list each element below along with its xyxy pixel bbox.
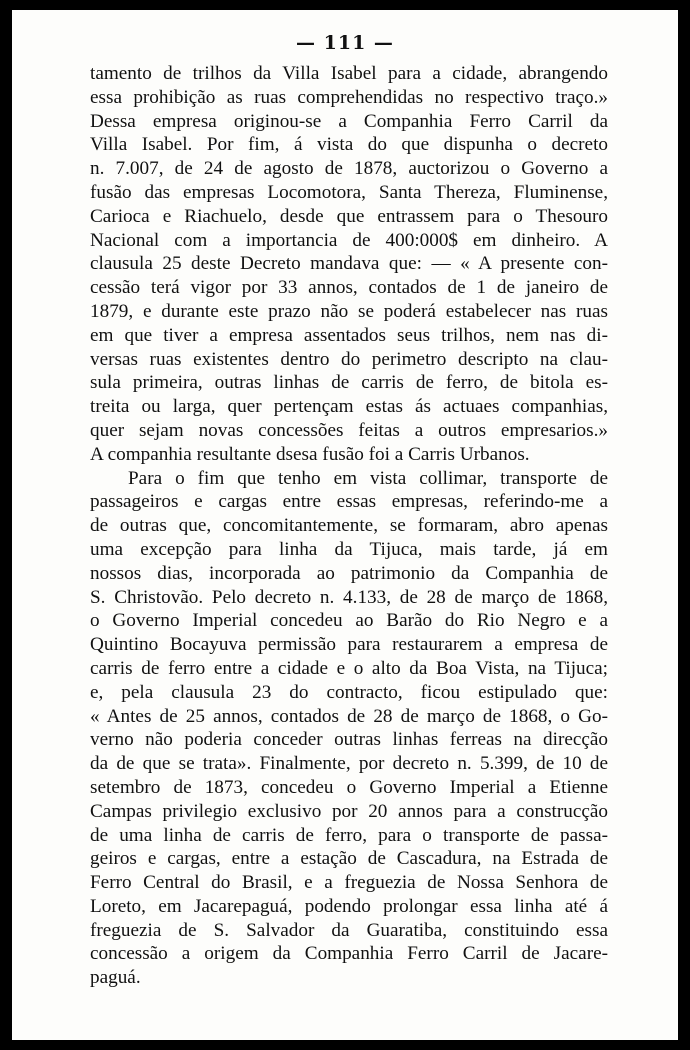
text-line: verno não poderia conceder outras linhas ferreas na direcção: [90, 729, 608, 751]
text-line: Dessa empresa originou-se a Companhia Ferro Carril da: [90, 110, 608, 132]
text-line: essa prohibição as ruas comprehendidas no respectivo traço.»: [90, 86, 608, 108]
text-line: Para o fim que tenho em vista collimar, transporte de: [128, 467, 608, 489]
text-line: Quintino Bocayuva permissão para restaurarem a empresa de: [90, 634, 608, 656]
text-line: Carioca e Riachuelo, desde que entrassem para o Thesouro: [90, 205, 608, 227]
text-line: cessão terá vigor por 33 annos, contados de 1 de janeiro de: [90, 277, 608, 299]
text-line: em que tiver a empresa assentados seus trilhos, nem nas di-: [90, 324, 608, 346]
text-line: de outras que, concomitantemente, se formaram, abro apenas: [90, 515, 608, 537]
body-text: [90, 62, 608, 990]
text-line: geiros e cargas, entre a estação de Cascadura, na Estrada de: [90, 848, 608, 870]
text-line: 1879, e durante este prazo não se poderá estabelecer nas ruas: [90, 300, 608, 322]
text-line: da de que se trata». Finalmente, por decreto n. 5.399, de 10 de: [90, 753, 608, 775]
text-line: uma excepção para linha da Tijuca, mais tarde, já em: [90, 538, 608, 560]
text-line: passageiros e cargas entre essas empresas, referindo-me a: [90, 491, 608, 513]
book-page: [12, 10, 678, 1040]
text-line: o Governo Imperial concedeu ao Barão do Rio Negro e a: [90, 610, 608, 632]
text-line: S. Christovão. Pelo decreto n. 4.133, de 28 de março de 1868,: [90, 586, 608, 608]
text-line: paguá.: [90, 967, 141, 989]
text-line: carris de ferro entre a cidade e o alto da Boa Vista, na Tijuca;: [90, 657, 608, 679]
text-line: sula primeira, outras linhas de carris de ferro, de bitola es-: [90, 372, 608, 394]
text-line: setembro de 1873, concedeu o Governo Imperial a Etienne: [90, 776, 608, 798]
text-line: Ferro Central do Brasil, e a freguezia de Nossa Senhora de: [90, 872, 608, 894]
text-line: versas ruas existentes dentro do perimetro descripto na clau-: [90, 348, 608, 370]
text-line: fusão das empresas Locomotora, Santa Thereza, Fluminense,: [90, 181, 608, 203]
text-line: de uma linha de carris de ferro, para o transporte de passa-: [90, 824, 608, 846]
text-line: Campas privilegio exclusivo por 20 annos para a construcção: [90, 800, 608, 822]
text-line: quer sejam novas concessões feitas a outros empresarios.»: [90, 419, 608, 441]
text-line: n. 7.007, de 24 de agosto de 1878, auctorizou o Governo a: [90, 158, 608, 180]
text-line: A companhia resultante dsesa fusão foi a Carris Urbanos.: [90, 443, 530, 465]
text-line: clausula 25 deste Decreto mandava que: — « A presente con-: [90, 253, 608, 275]
text-line: Villa Isabel. Por fim, á vista do que dispunha o decreto: [90, 134, 608, 156]
text-line: Nacional com a importancia de 400:000$ em dinheiro. A: [90, 229, 608, 251]
text-line: e, pela clausula 23 do contracto, ficou estipulado que:: [90, 681, 608, 703]
text-line: treita ou larga, quer pertençam estas ás actuaes companhias,: [90, 396, 608, 418]
text-line: freguezia de S. Salvador da Guaratiba, constituindo essa: [90, 919, 608, 941]
text-line: « Antes de 25 annos, contados de 28 de março de 1868, o Go-: [90, 705, 608, 727]
text-line: nossos dias, incorporada ao patrimonio da Companhia de: [90, 562, 608, 584]
text-line: concessão a origem da Companhia Ferro Carril de Jacare-: [90, 943, 608, 965]
text-line: Loreto, em Jacarepaguá, podendo prolongar essa linha até á: [90, 895, 608, 917]
text-line: tamento de trilhos da Villa Isabel para a cidade, abrangendo: [90, 63, 608, 84]
page-number: — 111 —: [296, 32, 394, 54]
